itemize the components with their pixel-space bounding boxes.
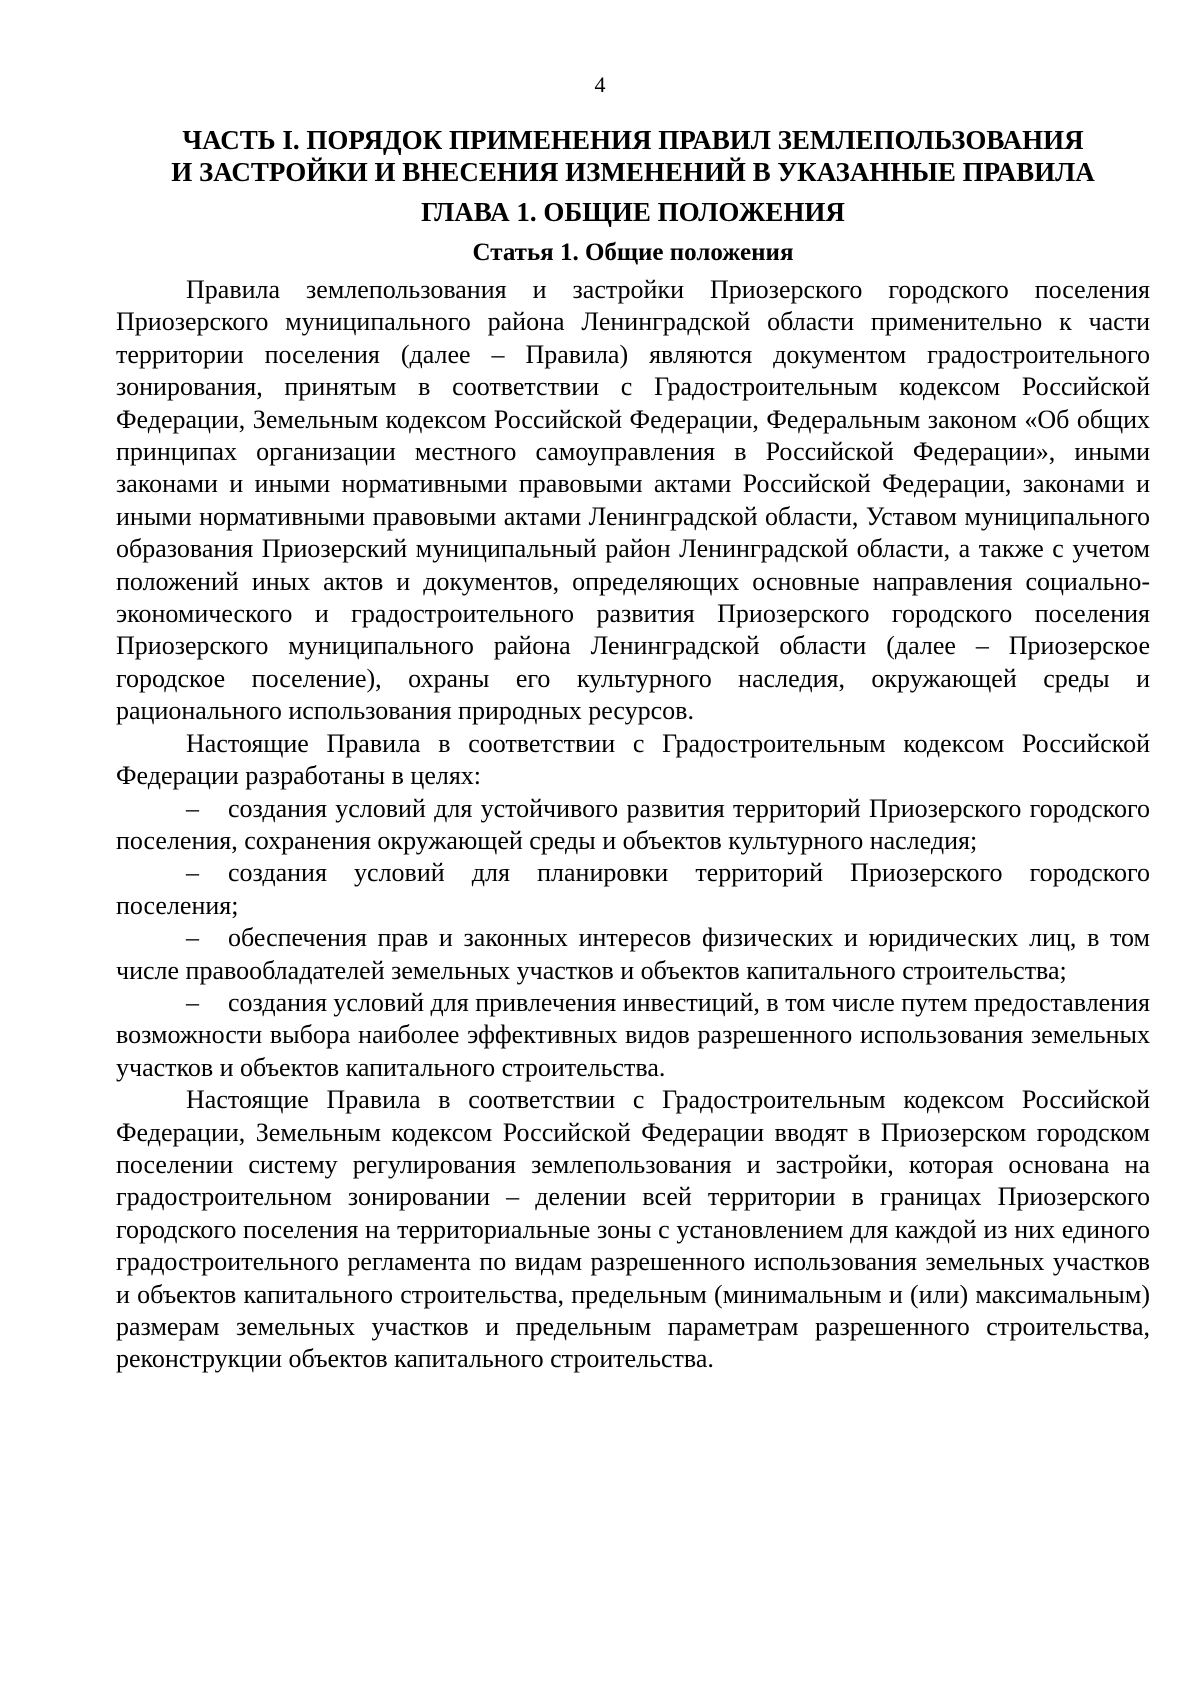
list-dash: – [186, 793, 199, 823]
list-item [116, 922, 1150, 987]
list-item [116, 987, 1150, 1084]
list-dash: – [186, 987, 199, 1017]
list-item-text: создания условий для привлечения инвестиций, в том числе путем предоставления возможности выбора наиболее эффективных видов разрешенного использования земельных участков и объектов капитального строительства. [116, 987, 1150, 1082]
paragraph-intro: Правила землепользования и застройки Приозерского городского поселения Приозерского муниципального района Ленинградской области применительно к части территории поселения (далее – Правила) являются документом градостроительного зонирования, принятым в соответствии с Градостроительным кодексом Российской Федерации, Земельным кодексом Российской Федерации, Федеральным законом «Об общих принципах организации местного самоуправления в Российской Федерации», иными законами и иными нормативными правовыми актами Российской Федерации, законами и иными нормативными правовыми актами Ленинградской области, Уставом муниципального образования Приозерский муниципальный район Ленинградской области, а также с учетом положений иных актов и документов, определяющих основные направления социально-экономического и градостроительного развития Приозерского городского поселения Приозерского муниципального района Ленинградской области (далее – Приозерское городское поселение), охраны его культурного наследия, окружающей среды и рационального использования природных ресурсов. [116, 275, 1150, 726]
chapter-title: ГЛАВА 1. ОБЩИЕ ПОЛОЖЕНИЯ [421, 197, 845, 227]
list-item-text: создания условий для устойчивого развития территорий Приозерского городского поселения, сохранения окружающей среды и объектов культурного наследия; [116, 793, 1150, 855]
list-item [116, 793, 1150, 858]
list-item-text: обеспечения прав и законных интересов физических и юридических лиц, в том числе правообладателей земельных участков и объектов капитального строительства; [116, 923, 1150, 985]
page-number: 4 [594, 72, 606, 97]
list-dash: – [186, 923, 199, 953]
list-dash: – [186, 858, 199, 888]
paragraph-regulation: Настоящие Правила в соответствии с Градостроительным кодексом Российской Федерации, Земельным кодексом Российской Федерации вводят в Приозерском городском поселении систему регулирования землепользования и застройки, которая основана на градостроительном зонировании – делении всей территории в границах Приозерского городского поселения на территориальные зоны с установлением для каждой из них единого градостроительного регламента по видам разрешенного использования земельных участков и объектов капитального строительства, предельным (минимальным и (или) максимальным) размерам земельных участков и предельным параметрам разрешенного строительства, реконструкции объектов капитального строительства. [116, 1085, 1150, 1374]
list-item [116, 857, 1150, 922]
paragraph-goals: Настоящие Правила в соответствии с Градостроительным кодексом Российской Федерации разработаны в целях: [116, 728, 1150, 791]
list-item-text: создания условий для планировки территорий Приозерского городского поселения; [116, 858, 1150, 920]
document-body [116, 124, 1150, 1376]
article-title: Статья 1. Общие положения [472, 239, 794, 266]
part-title: ЧАСТЬ I. ПОРЯДОК ПРИМЕНЕНИЯ ПРАВИЛ ЗЕМЛЕПОЛЬЗОВАНИЯ И ЗАСТРОЙКИ И ВНЕСЕНИЯ ИЗМЕНЕНИЙ В УКАЗАННЫЕ ПРАВИЛА [171, 125, 1095, 187]
